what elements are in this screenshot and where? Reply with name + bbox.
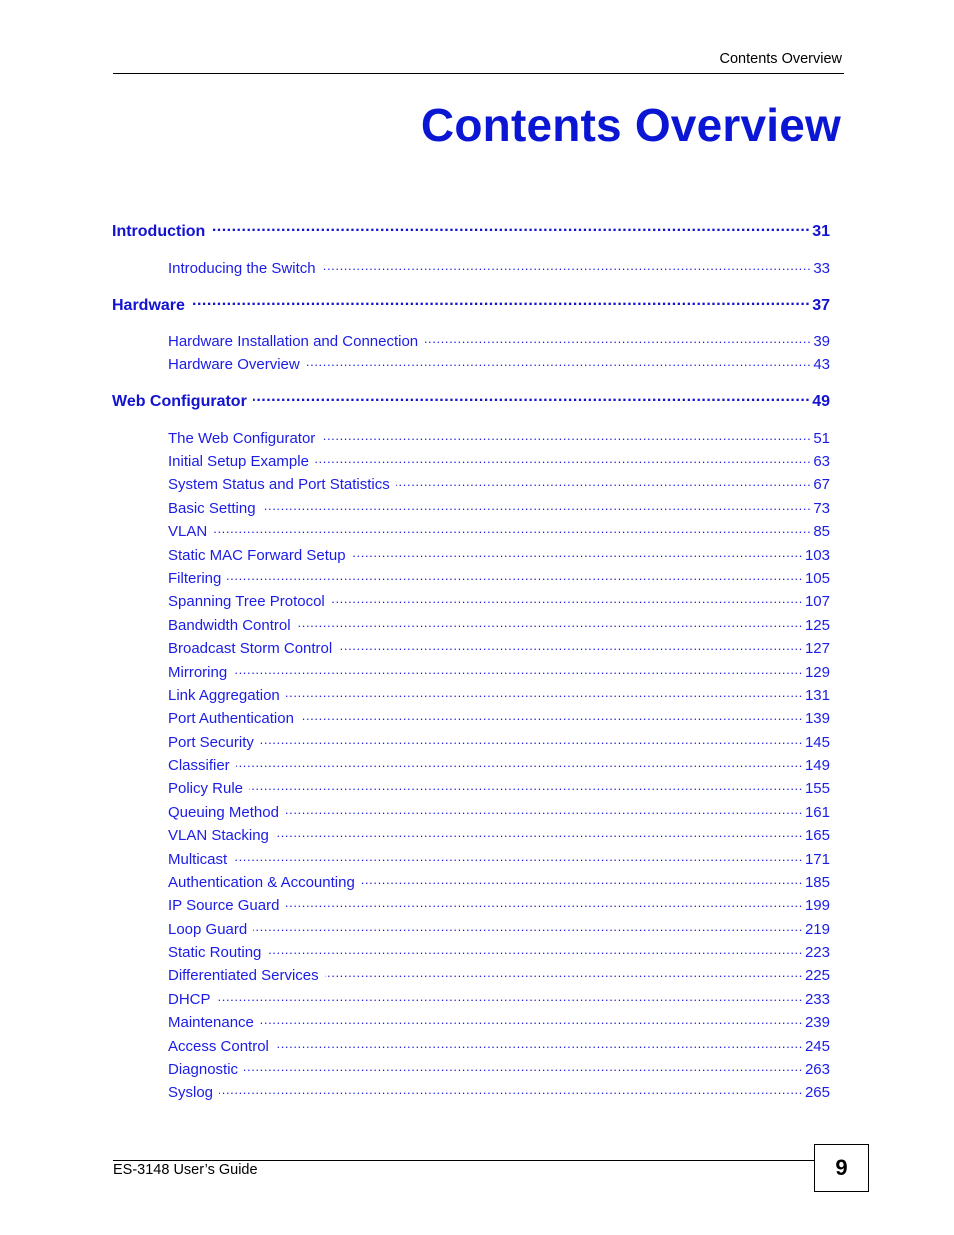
toc-chapter-entry[interactable] <box>168 1059 830 1078</box>
toc-entry-label: Introduction <box>112 223 206 240</box>
dot-leader <box>213 521 811 536</box>
toc-entry-page-number: 43 <box>813 356 830 373</box>
toc-entry-label: Syslog <box>168 1084 214 1101</box>
toc-chapter-entry[interactable] <box>168 568 830 587</box>
dot-leader <box>424 331 811 346</box>
dot-leader <box>233 849 803 864</box>
dot-leader <box>262 498 812 513</box>
toc-entry-label: Diagnostic <box>168 1061 239 1078</box>
toc-chapter-entry[interactable] <box>168 732 830 751</box>
toc-entry-label: Static Routing <box>168 944 262 961</box>
footer-rule <box>113 1160 814 1161</box>
toc-entry-page-number: 125 <box>804 617 830 634</box>
toc-chapter-entry[interactable] <box>168 942 830 961</box>
toc-entry-page-number: 165 <box>804 827 830 844</box>
toc-chapter-entry[interactable] <box>168 895 830 914</box>
dot-leader <box>396 474 812 489</box>
toc-entry-label: Loop Guard <box>168 921 248 938</box>
toc-entry-label: The Web Configurator <box>168 430 316 447</box>
toc-entry-page-number: 263 <box>804 1061 830 1078</box>
toc-chapter-entry[interactable] <box>168 545 830 564</box>
toc-entry-label: Policy Rule <box>168 780 244 797</box>
dot-leader <box>253 390 810 406</box>
toc-entry-label: Filtering <box>168 570 222 587</box>
toc-entry-page-number: 145 <box>804 734 830 751</box>
toc-entry-label: Initial Setup Example <box>168 453 309 470</box>
toc-chapter-entry[interactable] <box>168 331 830 350</box>
dot-leader <box>352 545 803 560</box>
dot-leader <box>275 1036 803 1051</box>
dot-leader <box>260 1012 803 1027</box>
toc-chapter-entry[interactable] <box>168 1036 830 1055</box>
footer-guide-name: ES-3148 User’s Guide <box>113 1162 258 1178</box>
toc-entry-label: Hardware <box>112 297 185 314</box>
toc-entry-page-number: 85 <box>813 523 830 540</box>
toc-chapter-entry[interactable] <box>168 498 830 517</box>
toc-entry-page-number: 33 <box>813 260 830 277</box>
toc-chapter-entry[interactable] <box>168 755 830 774</box>
toc-entry-page-number: 149 <box>804 757 830 774</box>
dot-leader <box>236 755 803 770</box>
toc-chapter-entry[interactable] <box>168 708 830 727</box>
header-rule <box>113 73 844 74</box>
dot-leader <box>331 591 803 606</box>
toc-entry-page-number: 73 <box>813 500 830 517</box>
toc-entry-page-number: 39 <box>813 333 830 350</box>
toc-entry-label: Bandwidth Control <box>168 617 291 634</box>
toc-chapter-entry[interactable] <box>168 965 830 984</box>
toc-entry-label: Hardware Installation and Connection <box>168 333 419 350</box>
toc-entry-page-number: 265 <box>804 1084 830 1101</box>
toc-entry-label: Basic Setting <box>168 500 256 517</box>
toc-entry-label: Web Configurator <box>112 393 247 410</box>
dot-leader <box>227 568 803 583</box>
page-title: Contents Overview <box>420 99 841 151</box>
toc-entry-page-number: 161 <box>804 804 830 821</box>
dot-leader <box>321 428 811 443</box>
toc-chapter-entry[interactable] <box>168 989 830 1008</box>
toc-entry-label: Hardware Overview <box>168 356 300 373</box>
toc-entry-label: Spanning Tree Protocol <box>168 593 325 610</box>
toc-entry-label: Link Aggregation <box>168 687 280 704</box>
toc-part-entry[interactable] <box>112 220 830 241</box>
dot-leader <box>300 708 803 723</box>
dot-leader <box>191 294 810 310</box>
toc-chapter-entry[interactable] <box>168 685 830 704</box>
dot-leader <box>285 802 803 817</box>
dot-leader <box>361 872 803 887</box>
dot-leader <box>306 354 812 369</box>
toc-entry-label: Differentiated Services <box>168 967 319 984</box>
toc-chapter-entry[interactable] <box>168 1012 830 1031</box>
toc-entry-label: System Status and Port Statistics <box>168 476 390 493</box>
toc-entry-page-number: 37 <box>812 297 830 314</box>
dot-leader <box>275 825 803 840</box>
toc-chapter-entry[interactable] <box>168 258 830 277</box>
toc-entry-page-number: 49 <box>812 393 830 410</box>
toc-chapter-entry[interactable] <box>168 615 830 634</box>
dot-leader <box>267 942 803 957</box>
toc-chapter-entry[interactable] <box>168 1082 830 1101</box>
toc-entry-page-number: 105 <box>804 570 830 587</box>
toc-chapter-entry[interactable] <box>168 662 830 681</box>
toc-entry-page-number: 171 <box>804 851 830 868</box>
toc-entry-page-number: 131 <box>804 687 830 704</box>
toc-entry-label: Static MAC Forward Setup <box>168 547 346 564</box>
dot-leader <box>260 732 803 747</box>
toc-entry-page-number: 103 <box>804 547 830 564</box>
toc-entry-label: Port Security <box>168 734 254 751</box>
dot-leader <box>244 1059 803 1074</box>
dot-leader <box>217 989 803 1004</box>
toc-chapter-entry[interactable] <box>168 802 830 821</box>
toc-entry-label: VLAN Stacking <box>168 827 269 844</box>
toc-chapter-entry[interactable] <box>168 638 830 657</box>
dot-leader <box>233 662 803 677</box>
dot-leader <box>219 1082 803 1097</box>
toc-entry-page-number: 219 <box>804 921 830 938</box>
page-number: 9 <box>814 1144 869 1192</box>
dot-leader <box>285 895 803 910</box>
toc-entry-page-number: 139 <box>804 710 830 727</box>
toc-chapter-entry[interactable] <box>168 825 830 844</box>
toc-part-entry[interactable] <box>112 294 830 315</box>
toc-entry-page-number: 155 <box>804 780 830 797</box>
toc-entry-page-number: 127 <box>804 640 830 657</box>
toc-chapter-entry[interactable] <box>168 849 830 868</box>
toc-entry-label: Mirroring <box>168 664 228 681</box>
toc-entry-page-number: 185 <box>804 874 830 891</box>
toc-chapter-entry[interactable] <box>168 451 830 470</box>
dot-leader <box>286 685 803 700</box>
toc-chapter-entry[interactable] <box>168 474 830 493</box>
dot-leader <box>322 258 812 273</box>
toc-entry-page-number: 107 <box>804 593 830 610</box>
toc-entry-page-number: 233 <box>804 991 830 1008</box>
toc-entry-label: Introducing the Switch <box>168 260 316 277</box>
dot-leader <box>211 220 810 236</box>
toc-entry-label: VLAN <box>168 523 208 540</box>
toc-entry-page-number: 245 <box>804 1038 830 1055</box>
toc-chapter-entry[interactable] <box>168 919 830 938</box>
toc-chapter-entry[interactable] <box>168 428 830 447</box>
toc-entry-label: Queuing Method <box>168 804 279 821</box>
running-header: Contents Overview <box>719 51 842 67</box>
toc-chapter-entry[interactable] <box>168 591 830 610</box>
toc-entry-page-number: 239 <box>804 1014 830 1031</box>
toc-chapter-entry[interactable] <box>168 521 830 540</box>
toc-entry-label: Port Authentication <box>168 710 294 727</box>
dot-leader <box>253 919 803 934</box>
dot-leader <box>315 451 811 466</box>
toc-chapter-entry[interactable] <box>168 872 830 891</box>
toc-entry-page-number: 67 <box>813 476 830 493</box>
toc-entry-page-number: 129 <box>804 664 830 681</box>
toc-chapter-entry[interactable] <box>168 354 830 373</box>
toc-entry-label: Multicast <box>168 851 228 868</box>
toc-entry-page-number: 63 <box>813 453 830 470</box>
toc-entry-label: Classifier <box>168 757 230 774</box>
dot-leader <box>297 615 803 630</box>
toc-entry-label: Maintenance <box>168 1014 254 1031</box>
toc-entry-label: Authentication & Accounting <box>168 874 355 891</box>
toc-part-entry[interactable] <box>112 390 830 411</box>
toc-entry-page-number: 223 <box>804 944 830 961</box>
dot-leader <box>249 778 803 793</box>
toc-entry-page-number: 51 <box>813 430 830 447</box>
toc-entry-page-number: 199 <box>804 897 830 914</box>
toc-chapter-entry[interactable] <box>168 778 830 797</box>
toc-entry-label: IP Source Guard <box>168 897 280 914</box>
toc-entry-page-number: 31 <box>812 223 830 240</box>
toc-entry-label: DHCP <box>168 991 211 1008</box>
toc-entry-label: Broadcast Storm Control <box>168 640 333 657</box>
dot-leader <box>338 638 803 653</box>
dot-leader <box>325 965 803 980</box>
toc-entry-page-number: 225 <box>804 967 830 984</box>
toc-entry-label: Access Control <box>168 1038 269 1055</box>
